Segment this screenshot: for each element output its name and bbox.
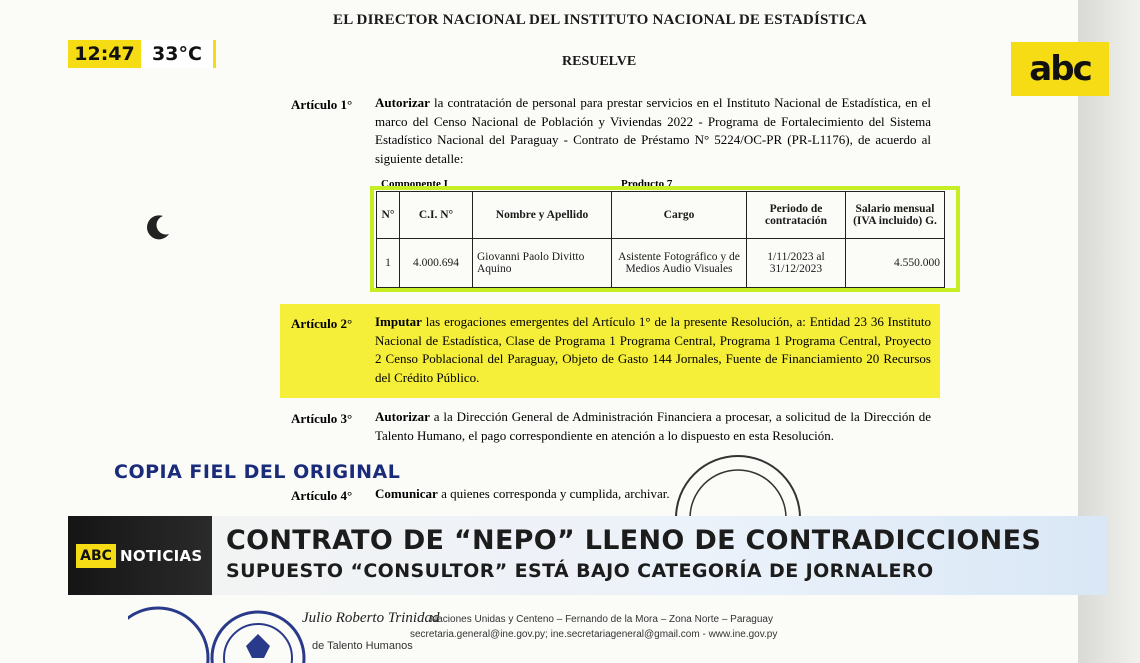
article2-verb: Imputar: [375, 314, 422, 329]
abc-logo-text: abc: [1029, 49, 1091, 89]
article3-body: a la Dirección General de Administración Financiera a procesar, a solicitud de la Dirección de Talento Humano, el pago correspondiente en atención a lo dispuesto en esta Resolución.: [375, 409, 931, 443]
signature-role: de Talento Humanos: [312, 640, 413, 652]
article4-text: [375, 485, 931, 504]
table-cell: 4.000.694: [400, 239, 473, 288]
componente-label: Componente I: [381, 178, 448, 190]
official-seals: [128, 596, 348, 663]
article1-label: Artículo 1°: [291, 97, 353, 112]
headline: CONTRATO DE “NEPO” LLENO DE CONTRADICCIONES: [226, 525, 1042, 556]
table-header: Cargo: [612, 192, 747, 239]
crescent-mark: [143, 212, 173, 242]
abc-noticias-badge: [68, 516, 212, 595]
table-header: C.I. N°: [400, 192, 473, 239]
signature-name: Julio Roberto Trinidad: [302, 610, 440, 626]
article4-verb: Comunicar: [375, 486, 438, 501]
article1-body: la contratación de personal para prestar servicios en el Instituto Nacional de Estadística, en el marco del Censo Nacional de Población y Viviendas 2022 - Programa de Fortalecimiento del Sistema Estadístico Nacional del Paraguay - Contrato de Préstamo N° 5224/OC-PR (PR-L1176), de acuerdo al siguiente detalle:: [375, 95, 931, 166]
article1-text: [375, 94, 931, 168]
badge-abc: ABC: [76, 544, 116, 568]
table-header: Salario mensual (IVA incluido) G.: [846, 192, 945, 239]
table-highlight-outline: [370, 186, 960, 292]
article4-body: a quienes corresponda y cumplida, archivar.: [437, 486, 670, 501]
footer-address: Naciones Unidas y Centeno – Fernando de la Mora – Zona Norte – Paraguay: [430, 614, 773, 625]
table-header: Periodo de contratación: [747, 192, 846, 239]
table-cell: 1: [377, 239, 400, 288]
badge-noticias: NOTICIAS: [120, 547, 203, 565]
article4-label: Artículo 4°: [291, 488, 353, 503]
article3-text: [375, 408, 931, 445]
producto-label: Producto 7: [621, 178, 673, 190]
table-header: Nombre y Apellido: [473, 192, 612, 239]
table-header: N°: [377, 192, 400, 239]
document-heading: EL DIRECTOR NACIONAL DEL INSTITUTO NACIONAL DE ESTADÍSTICA: [333, 12, 867, 28]
table-cell: 4.550.000: [846, 239, 945, 288]
article2-text: [375, 313, 931, 387]
article3-label: Artículo 3°: [291, 411, 353, 426]
table-cell: Giovanni Paolo Divitto Aquino: [473, 239, 612, 288]
subheadline: SUPUESTO “CONSULTOR” ESTÁ BAJO CATEGORÍA DE JORNALERO: [226, 560, 934, 582]
article3-verb: Autorizar: [375, 409, 430, 424]
copia-fiel-stamp: COPIA FIEL DEL ORIGINAL: [114, 461, 401, 483]
article2-label: Artículo 2°: [291, 316, 353, 331]
article1-verb: Autorizar: [375, 95, 430, 110]
article2-body: las erogaciones emergentes del Artículo 1° de la presente Resolución, a: Entidad 23 36 Instituto Nacional de Estadística, Clase de Programa 1 Programa Central, Programa 1 Programa Central, Proyecto 2 Censo Poblacional del Paraguay, Objeto de Gasto 144 Jornales, Fuente de Financiamiento 20 Recursos del Crédito Público.: [375, 314, 931, 385]
temperature-display: 33°C: [141, 40, 216, 68]
footer-contact: secretaria.general@ine.gov.py; ine.secretariageneral@gmail.com - www.ine.gov.py: [410, 629, 778, 640]
table-cell: 1/11/2023 al 31/12/2023: [747, 239, 846, 288]
abc-logo: [1011, 42, 1109, 96]
clock-display: 12:47: [68, 40, 141, 68]
resuelve-title: RESUELVE: [562, 54, 637, 69]
table-cell: Asistente Fotográfico y de Medios Audio Visuales: [612, 239, 747, 288]
